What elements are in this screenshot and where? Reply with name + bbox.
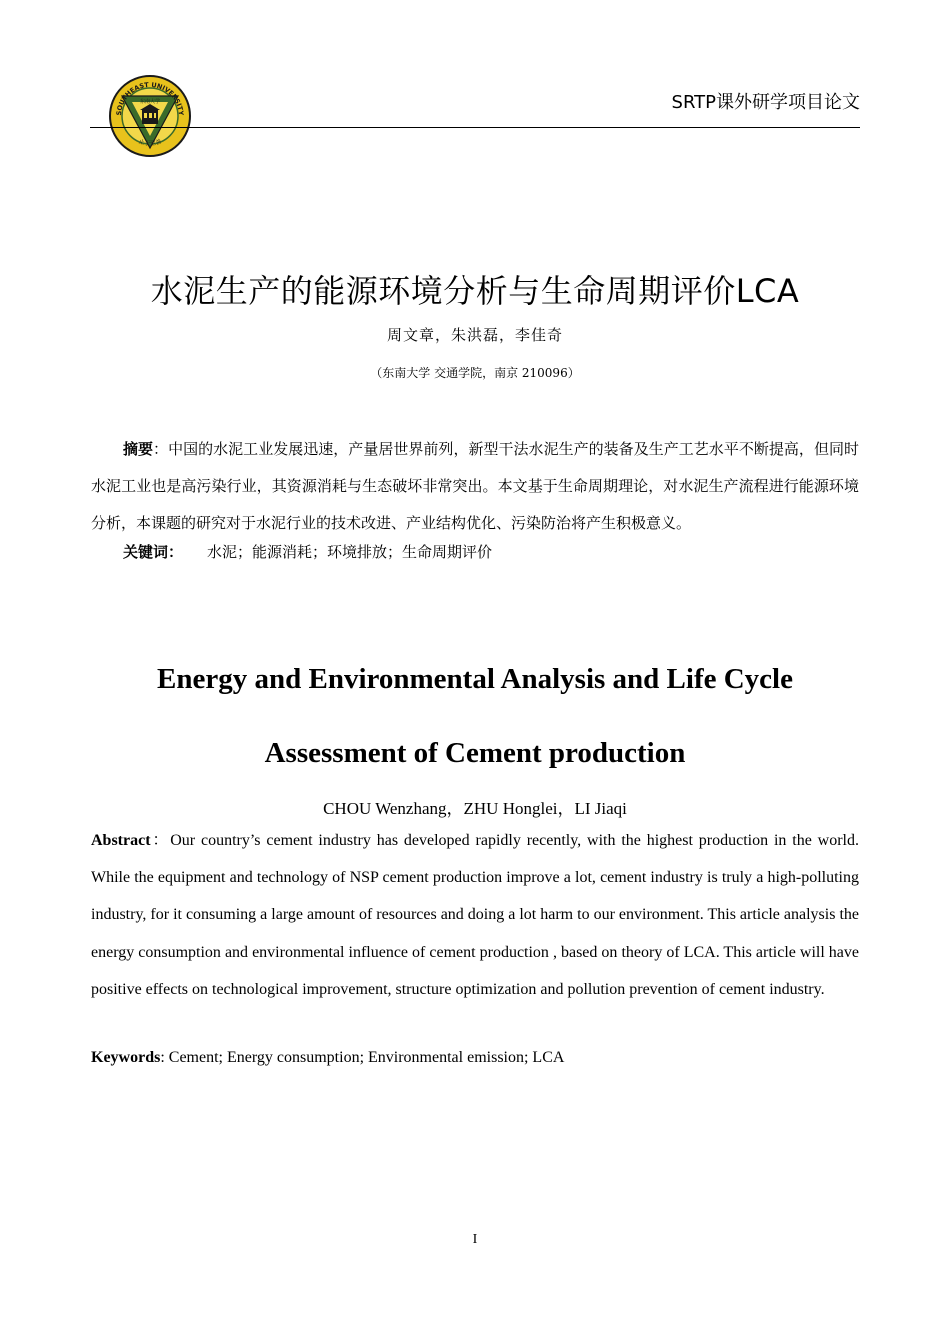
english-title-line2: Assessment of Cement production <box>264 737 686 769</box>
english-keywords-value: : Cement; Energy consumption; Environmental emission; LCA <box>160 1049 565 1066</box>
english-title <box>0 642 950 790</box>
page-number: I <box>472 1232 478 1247</box>
logo-text-top: SOUTHEAST UNIVERSITY <box>114 80 186 116</box>
chinese-keywords-label: 关键词： <box>123 543 184 561</box>
chinese-abstract-text: ：中国的水泥工业发展迅速，产量居世界前列，新型干法水泥生产的装备及生产工艺水平不断提高，但同时水泥工业也是高污染行业，其资源消耗与生态破坏非常突出。本文基于生命周期理论，对水泥生产流程进行能源环境分析，本课题的研究对于水泥行业的技术改进、产业结构优化、污染防治将产生积极意义。 <box>91 440 859 532</box>
chinese-authors: 周文章，朱洪磊，李佳奇 <box>386 326 563 344</box>
chinese-affiliation: （东南大学 交通学院，南京 210096） <box>370 366 580 380</box>
logo-text-bottom: 止于至善 <box>137 138 163 148</box>
chinese-keywords-value: 水泥；能源消耗；环境排放；生命周期评价 <box>207 543 493 561</box>
english-abstract <box>91 822 859 1008</box>
english-authors: CHOU Wenzhang，ZHU Honglei，LI Jiaqi <box>323 799 627 818</box>
english-abstract-text: ：Our country’s cement industry has developed rapidly recently, with the highest production in the world. While the equipment and technology of NSP cement production improve a lot, cement industry is truly a high-polluting industry, for it consuming a large amount of resources and doing a lot harm to our environment. This article analysis the energy consumption and environmental influence of cement production , based on theory of LCA. This article will have positive effects on technological improvement, structure optimization and pollution prevention of cement industry. <box>91 832 859 998</box>
english-title-line1: Energy and Environmental Analysis and Life Cycle <box>157 663 793 695</box>
header-title: SRTP课外研学项目论文 <box>671 92 860 113</box>
chinese-abstract <box>91 431 859 542</box>
university-logo <box>108 74 192 158</box>
english-abstract-label: Abstract <box>91 832 151 849</box>
chinese-keywords <box>123 541 492 562</box>
header-divider <box>90 127 860 128</box>
english-keywords <box>91 1049 564 1067</box>
chinese-title: 水泥生产的能源环境分析与生命周期评价LCA <box>150 272 800 310</box>
chinese-abstract-label: 摘要 <box>123 440 154 458</box>
logo-text-inner: 东南大学 <box>139 99 161 105</box>
english-keywords-label: Keywords <box>91 1049 161 1066</box>
